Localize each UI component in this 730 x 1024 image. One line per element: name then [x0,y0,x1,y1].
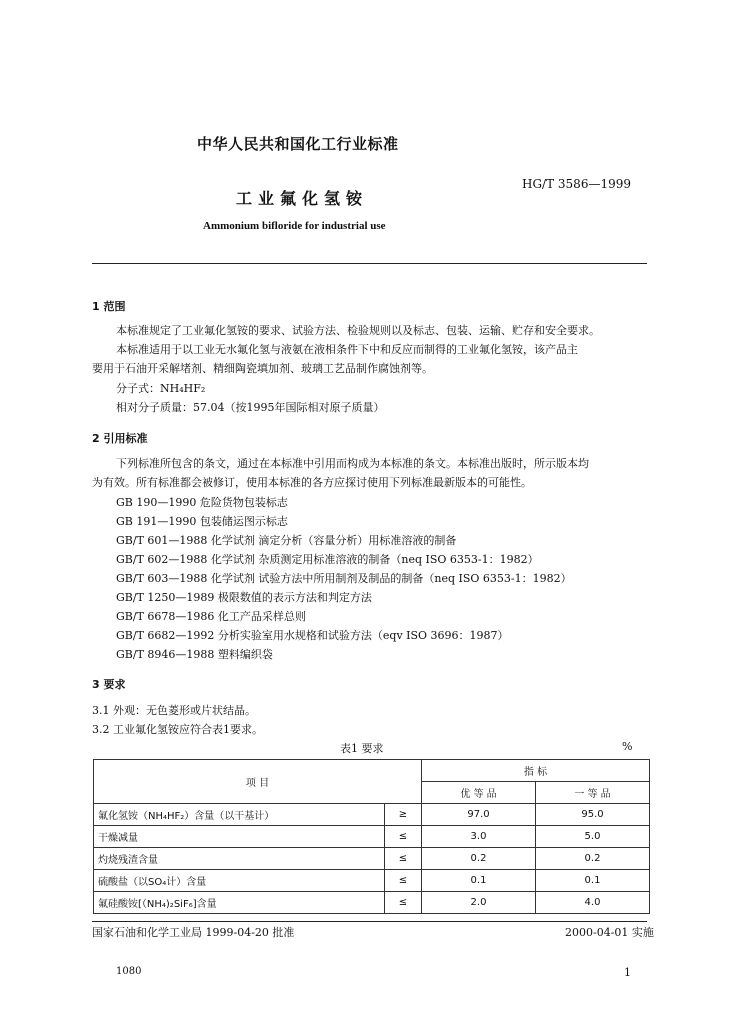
clause-3-2: 3.2 工业氟化氢铵应符合表1要求。 [92,723,263,736]
table-header-row [94,760,650,782]
row-operator: ≤ [385,848,422,870]
section-1-paragraph-1: 本标准规定了工业氟化氢铵的要求、试验方法、检验规则以及标志、包装、运输、贮存和安全要求。 [116,324,600,337]
section-1-heading: 1 范围 [92,300,126,313]
section-1-paragraph-2-cont: 要用于石油开采解堵剂、精细陶瓷填加剂、玻璃工艺品制作腐蚀剂等。 [92,362,433,375]
row-value-grade-2: 95.0 [536,804,650,826]
clause-3-1: 3.1 外观：无色菱形或片状结晶。 [92,704,256,717]
reference-item: GB/T 6678—1986 化工产品采样总则 [116,610,306,623]
molecular-formula: 分子式：NH₄HF₂ [116,382,206,395]
corner-mark: 1 [624,966,631,979]
english-title: Ammonium bifloride for industrial use [203,220,386,232]
row-operator: ≤ [385,870,422,892]
table-row [94,804,650,826]
column-header-grade-2: 一 等 品 [536,782,650,804]
row-operator: ≤ [385,892,422,914]
section-2-paragraph: 下列标准所包含的条文，通过在本标准中引用而构成为本标准的条文。本标准出版时，所示版本均 [116,457,589,470]
section-3-heading: 3 要求 [92,678,126,691]
approval-line: 国家石油和化学工业局 1999-04-20 批准 [92,926,295,939]
row-value-grade-1: 3.0 [422,826,536,848]
header-divider [92,263,647,264]
document-title: 工业氟化氢铵 [236,189,369,208]
issuing-organization: 中华人民共和国化工行业标准 [197,135,399,153]
reference-item: GB/T 8946—1988 塑料编织袋 [116,648,273,661]
row-item: 灼烧残渣含量 [94,848,385,870]
reference-item: GB 191—1990 包装储运图示标志 [116,515,288,528]
table-caption: 表1 要求 [340,742,384,755]
table-row [94,848,650,870]
row-operator: ≥ [385,804,422,826]
row-value-grade-2: 4.0 [536,892,650,914]
table-row [94,892,650,914]
row-item: 硫酸盐（以SO₄计）含量 [94,870,385,892]
reference-item: GB/T 1250—1989 极限数值的表示方法和判定方法 [116,591,372,604]
row-item: 氟化氢铵（NH₄HF₂）含量（以干基计） [94,804,385,826]
standard-code: HG/T 3586—1999 [522,177,631,191]
row-value-grade-1: 0.1 [422,870,536,892]
table-row [94,870,650,892]
page-number: 1080 [116,966,142,977]
table-row [94,826,650,848]
molecular-mass: 相对分子质量：57.04（按1995年国际相对原子质量） [116,401,385,414]
table-unit: % [622,740,633,753]
reference-item: GB/T 602—1988 化学试剂 杂质测定用标准溶液的制备（neq ISO 6353-1：1982） [116,553,539,566]
row-item: 干燥减量 [94,826,385,848]
requirements-table [93,759,650,914]
row-operator: ≤ [385,826,422,848]
column-header-item: 项 目 [94,760,422,804]
row-value-grade-1: 0.2 [422,848,536,870]
row-item: 氟硅酸铵[（NH₄)₂SiF₆]含量 [94,892,385,914]
reference-item: GB 190—1990 危险货物包装标志 [116,496,288,509]
section-2-paragraph-cont: 为有效。所有标准都会被修订，使用本标准的各方应探讨使用下列标准最新版本的可能性。 [92,476,532,489]
column-header-grade-1: 优 等 品 [422,782,536,804]
section-1-paragraph-2: 本标准适用于以工业无水氟化氢与液氨在液相条件下中和反应而制得的工业氟化氢铵，该产品主 [116,343,578,356]
row-value-grade-2: 0.1 [536,870,650,892]
row-value-grade-2: 5.0 [536,826,650,848]
column-header-index: 指 标 [422,760,650,782]
reference-item: GB/T 6682—1992 分析实验室用水规格和试验方法（eqv ISO 3696：1987） [116,629,509,642]
footer-divider [92,921,647,922]
reference-item: GB/T 601—1988 化学试剂 滴定分析（容量分析）用标准溶液的制备 [116,534,457,547]
reference-item: GB/T 603—1988 化学试剂 试验方法中所用制剂及制品的制备（neq ISO 6353-1：1982） [116,572,572,585]
section-2-heading: 2 引用标准 [92,432,148,445]
row-value-grade-1: 97.0 [422,804,536,826]
row-value-grade-1: 2.0 [422,892,536,914]
row-value-grade-2: 0.2 [536,848,650,870]
implementation-date: 2000-04-01 实施 [565,926,654,939]
